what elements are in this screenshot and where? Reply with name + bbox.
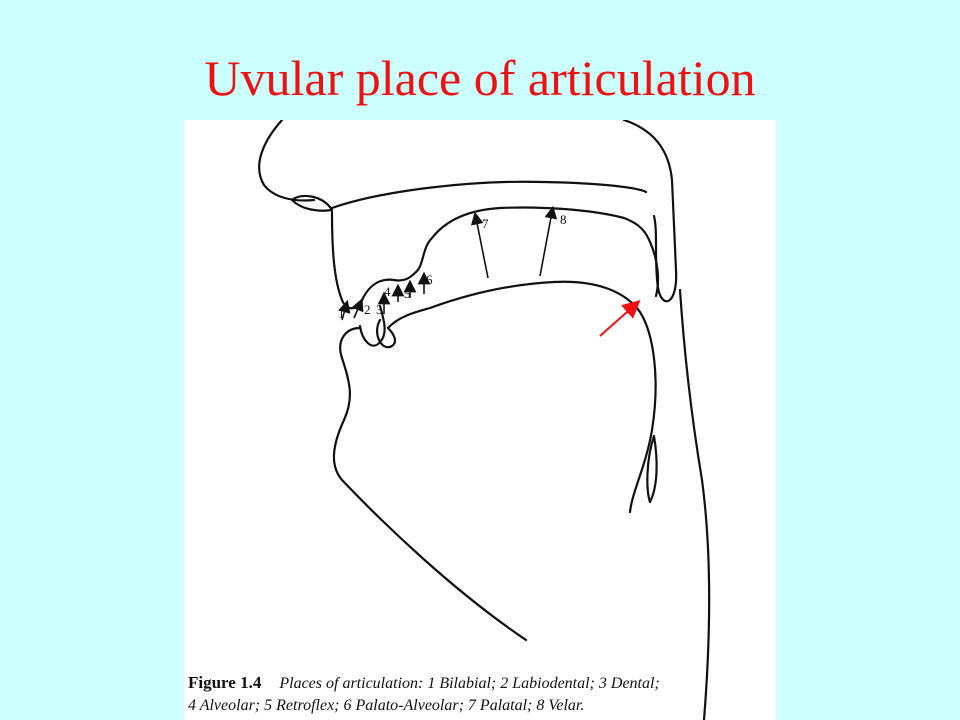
tongue-surface <box>388 282 656 512</box>
nasal-cavity-floor <box>332 182 646 208</box>
place-number-5: 5 <box>404 286 411 301</box>
vocal-tract-figure <box>184 120 776 720</box>
figure-label: Figure 1.4 <box>188 673 262 692</box>
place-number-3: 3 <box>376 302 383 317</box>
uvula-pointer-arrow <box>600 304 636 336</box>
place-number-6: 6 <box>426 272 433 287</box>
figure-caption <box>188 672 776 717</box>
vocal-tract-diagram <box>184 120 776 720</box>
arrow-place-8 <box>540 212 552 276</box>
pharynx-wall <box>680 290 709 720</box>
place-number-7: 7 <box>482 216 489 231</box>
upper-lip <box>332 212 362 308</box>
slide-title: Uvular place of articulation <box>204 50 756 106</box>
place-number-2: 2 <box>364 302 371 317</box>
caption-line-1: Places of articulation: 1 Bilabial; 2 Labiodental; 3 Dental; <box>279 675 660 692</box>
place-number-4: 4 <box>384 284 391 299</box>
place-number-8: 8 <box>560 212 567 227</box>
nose-outline <box>259 120 314 200</box>
nasal-cavity-back <box>624 120 676 301</box>
chin-jaw <box>334 328 526 640</box>
nostril <box>292 196 332 211</box>
place-number-1: 1 <box>338 306 345 321</box>
caption-line-2: 4 Alveolar; 5 Retroflex; 6 Palato-Alveolar; 7 Palatal; 8 Velar. <box>188 697 585 714</box>
